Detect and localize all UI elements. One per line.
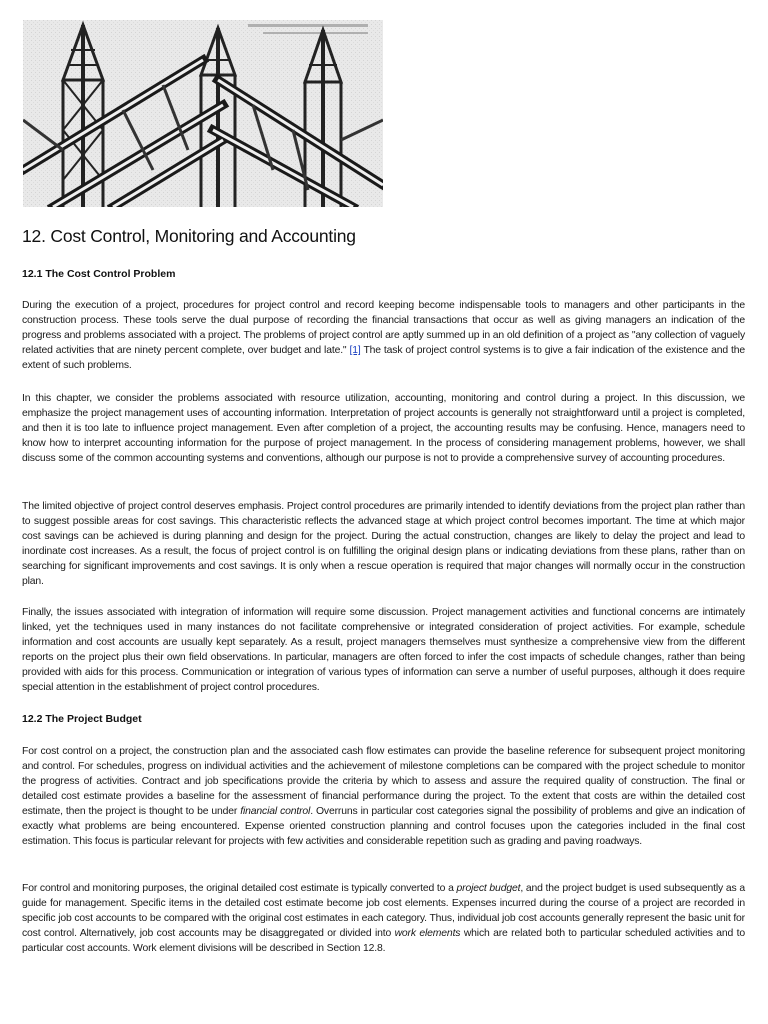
steel-frame-construction-photo [23, 20, 383, 207]
paragraph-text: which are related both to particular scheduled activities and to particular cost accounts. Work element divisions will be described in Section 12.8. [22, 928, 745, 954]
paragraph-text: . Overruns in particular cost categories signal the possibility of problems and give an indication of exactly what problems are being encountered. Expense oriented construction planning and control focuses upon the categories included in the final cost estimation. This focus is particular relevant for projects with few activities and considerable repetition such as grading and paving roadways. [22, 806, 745, 847]
paragraph-chapter-overview: In this chapter, we consider the problems associated with resource utilization, accounting, monitoring and control during a project. In this discussion, we emphasize the project management uses of accounting information. Interpretation of project accounts is generally not straightforward until a project is completed, and then it is too late to influence project management. Even after completion of a project, the accounting results may be confusing. Hence, managers need to know how to interpret accounting information for the purpose of project management. In the process of considering management problems, however, we shall discuss some of the common accounting systems and conventions, although our purpose is not to provide a comprehensive survey of accounting procedures. [22, 393, 745, 464]
paragraph-text: , and the project budget is used subsequently as a guide for management. Specific items in the detailed cost estimate become job cost elements. Expenses incurred during the course of a project are recorded in specific job cost accounts to be compared with the original cost estimates in each category. Thus, individual job cost accounts generally represent the basic unit for cost control. Alternatively, job cost accounts may be disaggregated or divided into [22, 883, 745, 939]
paragraph-limited-objective: The limited objective of project control deserves emphasis. Project control procedures are primarily intended to identify deviations from the project plan rather than to suggest possible areas for cost savings. This characteristic reflects the advanced stage at which project control becomes important. The time at which major cost savings can be achieved is during planning and design for the project. During the actual construction, changes are likely to delay the project and lead to inordinate cost increases. As a result, the focus of project control is on fulfilling the original design plans or indicating deviations from these plans, rather than on searching for significant improvements and cost savings. It is only when a rescue operation is required that major changes will normally occur in the construction plan. [22, 501, 745, 587]
paragraph-text: For control and monitoring purposes, the original detailed cost estimate is typically converted to a [22, 883, 457, 894]
footnote-link-1[interactable]: [1] [349, 345, 361, 356]
chapter-title: 12. Cost Control, Monitoring and Accounting [22, 226, 356, 246]
section-heading-12-2: 12.2 The Project Budget [22, 713, 142, 725]
emphasis-work-elements: work elements [394, 928, 461, 939]
paragraph-project-budget-baseline [22, 744, 745, 849]
paragraph-text: For cost control on a project, the construction plan and the associated cash flow estimates can provide the baseline reference for subsequent project monitoring and control. For schedules, progress on individual activities and the achievement of milestone completions can be compared with the project schedule to monitor the progress of activities. Contract and job specifications provide the criteria by which to assess and assure the required quality of construction. The final or detailed cost estimate provides a baseline for the assessment of financial performance during the project. To the extent that costs are within the detailed cost estimate, then the project is thought to be under [22, 746, 745, 817]
emphasis-financial-control: financial control [240, 806, 311, 817]
paragraph-project-budget-conversion [22, 881, 745, 956]
emphasis-project-budget: project budget [456, 883, 521, 894]
paragraph-text: During the execution of a project, procedures for project control and record keeping become indispensable tools to managers and other participants in the construction process. These tools serve the dual purpose of recording the financial transactions that occur as well as giving managers an indication of the progress and problems associated with a project. The problems of project control are aptly summed up in an old definition of a project as "any collection of vaguely related activities that are ninety percent complete, over budget and late." [22, 300, 745, 356]
section-heading-12-1: 12.1 The Cost Control Problem [22, 268, 176, 280]
paragraph-cost-control-intro [22, 298, 745, 373]
paragraph-information-integration: Finally, the issues associated with integration of information will require some discussion. Project management activities and functional concerns are intimately linked, yet the techniques used in many instances do not facilitate comprehensive or integrated consideration of project activities. For example, schedule information and cost accounts are usually kept separately. As a result, project managers themselves must synthesize a comprehensive view from the different reports on the project plus their own field observations. In particular, managers are often forced to infer the cost impacts of schedule changes, rather than being provided with aids for this process. Communication or integration of various types of information can serve a number of useful purposes, although it does require special attention in the establishment of project control procedures. [22, 607, 745, 693]
paragraph-text: The task of project control systems is to give a fair indication of the existence and the extent of such problems. [22, 345, 745, 371]
